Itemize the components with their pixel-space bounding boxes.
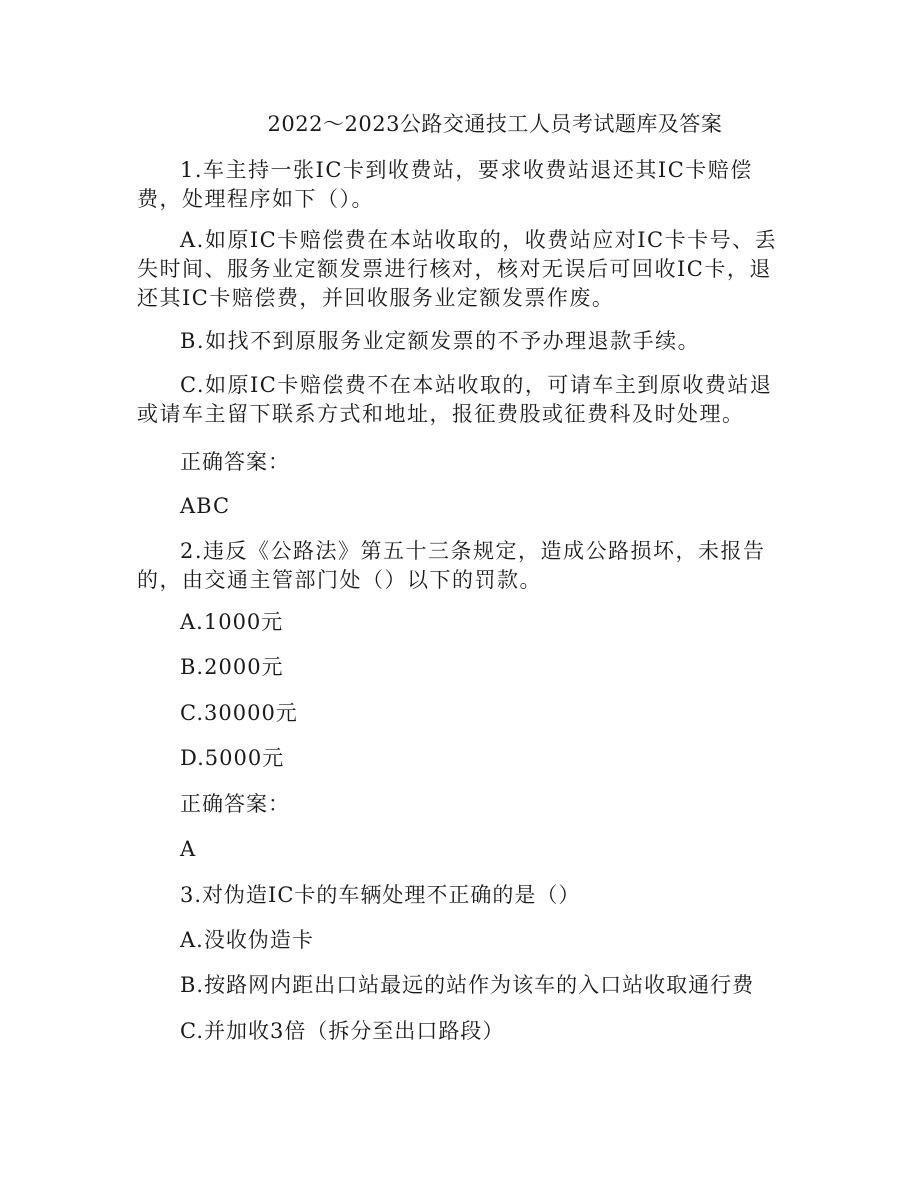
question-1-answer-label: 正确答案： [180,450,290,474]
question-2-answer-label: 正确答案： [180,792,290,816]
question-1-option-b: B.如找不到原服务业定额发票的不予办理退款手续。 [180,329,701,353]
question-3-option-a: A.没收伪造卡 [180,928,314,952]
question-3-option-c: C.并加收3倍（拆分至出口路段） [180,1019,505,1043]
question-2-option-b: B.2000元 [180,655,284,679]
document-title: 2022～2023公路交通技工人员考试题库及答案 [267,112,723,136]
question-1-answer: ABC [180,494,231,518]
question-1-option-c: C.如原IC卡赔偿费不在本站收取的，可请车主到原收费站退或请车主留下联系方式和地址，报征费股或征费科及时处理。 [137,373,773,426]
question-1-option-a: A.如原IC卡赔偿费在本站收取的，收费站应对IC卡卡号、丢失时间、服务业定额发票进行核对，核对无误后可回收IC卡，退还其IC卡赔偿费，并回收服务业定额发票作废。 [137,228,778,310]
question-3-option-b: B.按路网内距出口站最远的站作为该车的入口站收取通行费 [180,973,755,997]
question-2-answer: A [180,837,197,861]
question-3-stem: 3.对伪造IC卡的车辆处理不正确的是（） [180,883,581,907]
question-1-stem: 1.车主持一张IC卡到收费站，要求收费站退还其IC卡赔偿费，处理程序如下（）。 [137,158,753,211]
question-2-option-d: D.5000元 [180,746,285,770]
question-2-option-c: C.30000元 [180,701,298,725]
question-2-stem: 2.违反《公路法》第五十三条规定，造成公路损坏，未报告的，由交通主管部门处（）以下的罚款。 [137,539,766,592]
question-2-option-a: A.1000元 [180,610,284,634]
